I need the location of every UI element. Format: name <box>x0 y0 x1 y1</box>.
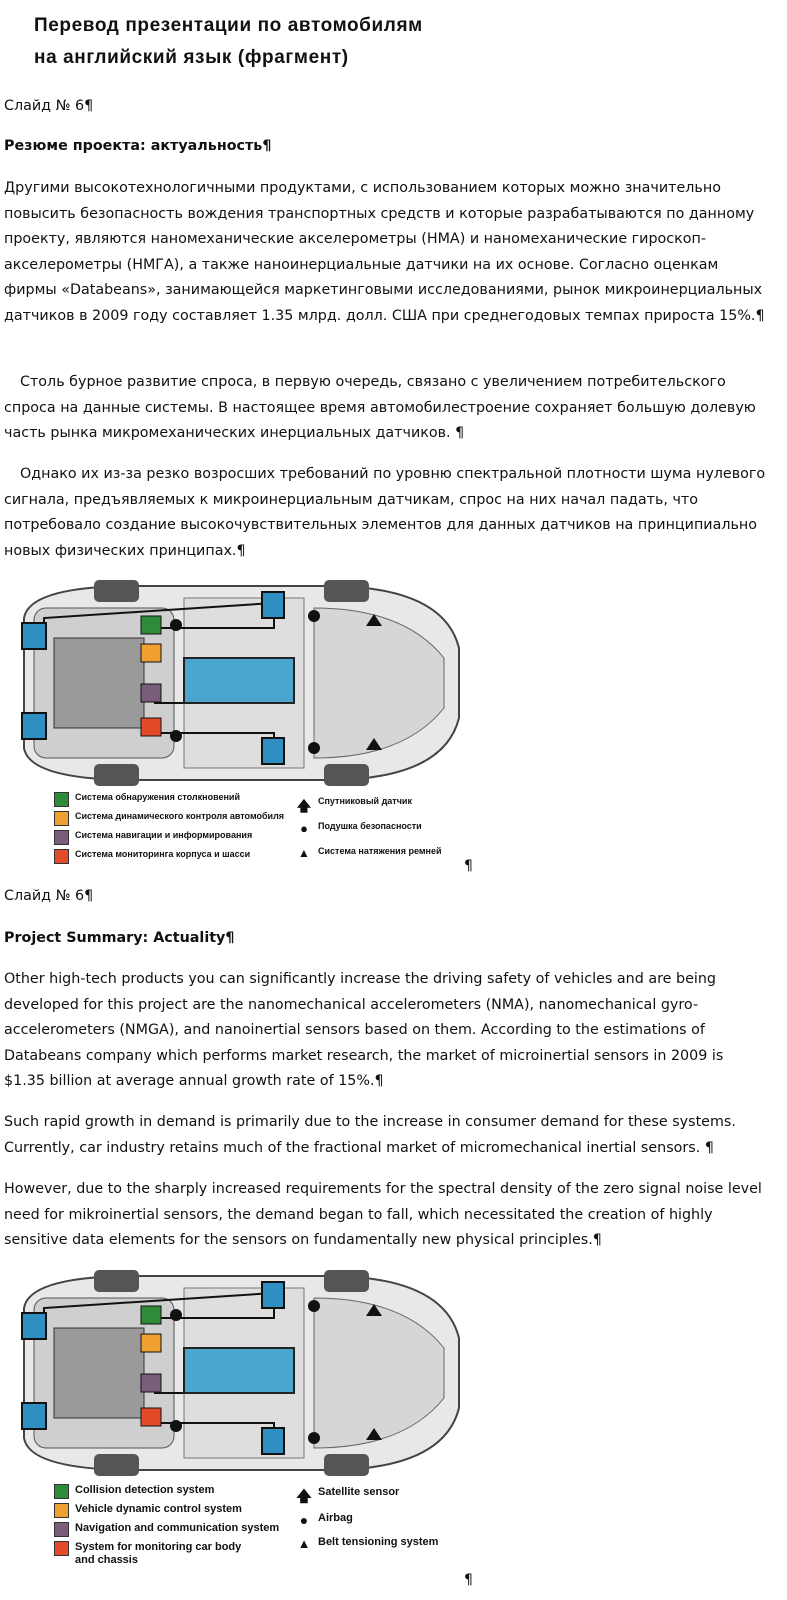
ru-slide-number: Слайд № 6¶ <box>4 98 94 114</box>
ru-car-figure <box>4 578 474 878</box>
circle-icon: ● <box>299 1512 309 1528</box>
ru-legend-navigation-label: Система навигации и информирования <box>75 830 253 840</box>
airbag-marker <box>308 610 320 622</box>
ru-heading <box>4 134 766 160</box>
ru-legend-monitoring <box>54 849 250 864</box>
ru-legend-airbag-label: Подушка безопасности <box>318 821 422 831</box>
front-left-sensor <box>22 623 46 649</box>
document-title <box>34 10 423 74</box>
central-sensor-unit <box>184 658 294 703</box>
side-left-sensor <box>262 592 284 618</box>
monitoring-swatch <box>54 1541 69 1556</box>
en-car-diagram <box>4 1268 474 1478</box>
collision-module <box>141 1306 161 1324</box>
triangle-icon: ▲ <box>297 1536 311 1551</box>
airbag-marker <box>308 1432 320 1444</box>
en-legend-belt <box>296 1536 438 1551</box>
ru-legend-navigation <box>54 830 252 845</box>
en-heading-text: Project Summary: Actuality¶ <box>4 930 235 946</box>
title-line-2: на английский язык (фрагмент) <box>34 47 349 68</box>
dynamic-swatch <box>54 1503 69 1518</box>
airbag-marker <box>308 1300 320 1312</box>
airbag-marker <box>170 1309 182 1321</box>
ru-paragraph-1: Другими высокотехнологичными продуктами, с использованием которых можно значительно повысить безопасность вождения транспортных средств и которые разрабатываются по данному проекту, являются наномеханические акселерометры (НМА) и наномеханические гироскоп-акселерометры (НМГА), а также наноинерциальные датчики на их основе. Согласно оценкам фирмы «Databeans», занимающейся маркетинговыми исследованиями, рынок микроинерциальных датчиков в 2009 году составляет 1.35 млрд. долл. США при среднегодовых темпах прироста 15%.¶ <box>4 180 765 324</box>
navigation-module <box>141 684 161 702</box>
en-legend-airbag-label: Airbag <box>318 1512 353 1524</box>
en-legend-monitoring-label <box>75 1541 241 1567</box>
en-car-figure <box>4 1268 474 1598</box>
monitoring-module <box>141 718 161 736</box>
side-right-sensor <box>262 1428 284 1454</box>
airbag-marker <box>170 1420 182 1432</box>
en-legend-satellite-label: Satellite sensor <box>318 1486 400 1498</box>
collision-module <box>141 616 161 634</box>
airbag-marker <box>170 619 182 631</box>
ru-legend-collision <box>54 792 240 807</box>
en-legend-dynamic <box>54 1503 242 1518</box>
ru-car-diagram <box>4 578 474 788</box>
ru-legend-dynamic-label: Система динамического контроля автомобиля <box>75 811 285 821</box>
ru-heading-text: Резюме проекта: актуальность¶ <box>4 138 272 154</box>
ru-paragraph-3: Однако их из-за резко возросших требований по уровню спектральной плотности шума нулевого сигнала, предъявляемых к микроинерциальным датчикам, спрос на них начал падать, что потребовало создание высокочувствительных элементов для данных датчиков на принципиально новых физических принципах.¶ <box>4 466 766 559</box>
collision-swatch <box>54 1484 69 1499</box>
en-legend-monitoring-line1: System for monitoring car body <box>75 1541 242 1553</box>
collision-swatch <box>54 792 69 807</box>
en-heading <box>4 926 766 952</box>
navigation-swatch <box>54 830 69 845</box>
side-left-sensor <box>262 1282 284 1308</box>
en-paragraph-3: However, due to the sharply increased requirements for the spectral density of the zero signal noise level need for mikroinertial sensors, the demand began to fall, which necessitated the creation of highly sensitive data elements for the sensors on fundamentally new physical principles.¶ <box>4 1181 762 1248</box>
side-right-sensor <box>262 738 284 764</box>
en-figure-pilcrow: ¶ <box>464 1572 473 1588</box>
front-right-sensor <box>22 713 46 739</box>
title-line-1: Перевод презентации по автомобилям <box>34 15 423 36</box>
en-legend-collision <box>54 1484 214 1499</box>
en-legend-navigation <box>54 1522 279 1537</box>
monitoring-module <box>141 1408 161 1426</box>
arrow-up-icon: 🡅 <box>296 1488 312 1505</box>
circle-icon: ● <box>300 821 308 836</box>
en-paragraph-2: Such rapid growth in demand is primarily due to the increase in consumer demand for these systems. Currently, car industry retains much of the fractional market of micromechanical inertial sensors. ¶ <box>4 1114 736 1156</box>
navigation-swatch <box>54 1522 69 1537</box>
en-legend-navigation-label: Navigation and communication system <box>75 1522 280 1534</box>
ru-legend-monitoring-label: Система мониторинга корпуса и шасси <box>75 849 251 859</box>
en-legend-collision-label: Collision detection system <box>75 1484 215 1496</box>
en-legend-monitoring <box>54 1541 241 1567</box>
en-legend-satellite <box>296 1486 399 1511</box>
ru-legend-satellite <box>296 796 412 820</box>
en-slide-number: Слайд № 6¶ <box>4 888 94 904</box>
ru-legend-airbag <box>296 821 422 836</box>
dynamic-swatch <box>54 811 69 826</box>
ru-paragraph-2: Столь бурное развитие спроса, в первую очередь, связано с увеличением потребительского спроса на данные системы. В настоящее время автомобилестроение сохраняет большую долевую часть рынка микромеханических инерциальных датчиков. ¶ <box>4 374 756 441</box>
ru-figure-pilcrow: ¶ <box>464 858 473 874</box>
central-sensor-unit <box>184 1348 294 1393</box>
en-legend-belt-label: Belt tensioning system <box>318 1536 439 1548</box>
en-paragraph-1: Other high-tech products you can significantly increase the driving safety of vehicles and are being developed for this project are the nanomechanical accelerometers (NMA), nanomechanical gyro-accelerometers (NMGA), and nanoinertial sensors based on them. According to the estimations of Databeans company which performs market research, the market of microinertial sensors in 2009 is $1.35 billion at average annual growth rate of 15%.¶ <box>4 971 724 1089</box>
en-legend-dynamic-label: Vehicle dynamic control system <box>75 1503 242 1515</box>
front-right-sensor <box>22 1403 46 1429</box>
ru-legend-dynamic <box>54 811 284 826</box>
dynamic-module <box>141 644 161 662</box>
front-left-sensor <box>22 1313 46 1339</box>
airbag-marker <box>308 742 320 754</box>
ru-legend-belt-label: Система натяжения ремней <box>318 846 442 856</box>
navigation-module <box>141 1374 161 1392</box>
triangle-icon: ▲ <box>298 846 310 860</box>
dynamic-module <box>141 1334 161 1352</box>
ru-legend-satellite-label: Спутниковый датчик <box>318 796 412 806</box>
arrow-up-icon: 🡅 <box>296 798 312 814</box>
en-legend-airbag <box>296 1512 353 1528</box>
en-legend-monitoring-line2: and chassis <box>75 1554 138 1566</box>
ru-legend-collision-label: Система обнаружения столкновений <box>75 792 241 802</box>
airbag-marker <box>170 730 182 742</box>
ru-legend-belt <box>296 846 441 860</box>
monitoring-swatch <box>54 849 69 864</box>
